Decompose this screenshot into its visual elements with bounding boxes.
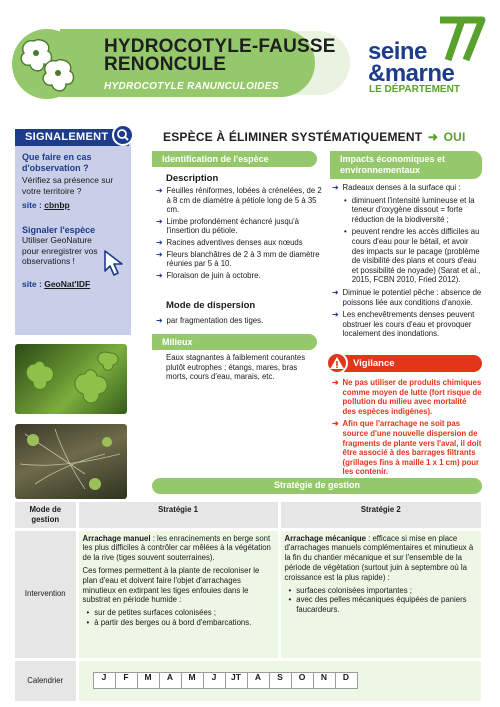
report-species-heading: Signaler l'espèce <box>22 224 96 235</box>
species-latin-name: HYDROCOTYLE RANUNCULOIDES <box>104 81 279 92</box>
photo-leaves <box>15 344 127 414</box>
dispersion-text: ➜ par fragmentation des tiges. <box>156 316 264 325</box>
list-item: • diminuent l'intensité lumineuse et la teneur d'oxygène dissout = forte réduction de la biodiversité ; <box>344 195 475 224</box>
impacts-list <box>332 183 482 339</box>
list-item: ➜ Afin que l'arrachage ne soit pas source d'une nouvelle dispersion de fragments de plante vers l'aval, il doit être associé à des barrages filtrants (grillages fins à maille 1 x 1 cm) pour les contenir. <box>332 419 482 477</box>
brand-seine: seine <box>368 38 427 65</box>
warning-icon <box>326 352 348 374</box>
calendar-cell <box>77 659 481 701</box>
month-nov: N <box>313 673 335 689</box>
description-list <box>156 186 322 280</box>
col-header-strategy1: Stratégie 1 <box>77 502 279 529</box>
calendar-months <box>93 672 358 689</box>
month-jan: J <box>93 673 115 689</box>
search-icon <box>112 124 134 146</box>
question-observation: Que faire en cas d'observation ? <box>22 152 92 173</box>
month-aug: A <box>247 673 269 689</box>
strategy1-para1: Arrachage manuel : les enracinements en berge sont les plus difficiles à contrôler car mêlées à la végétation de la rive (tiges souvent souterraines). <box>82 533 271 563</box>
site-label: site : <box>22 200 42 210</box>
list-item: ➜ Diminue le potentiel pêche : absence de poissons liée aux conditions d'anoxie. <box>332 287 482 307</box>
site-label: site : <box>22 278 42 289</box>
row-label-intervention: Intervention <box>15 529 77 659</box>
check-presence-text: Vérifiez sa présence sur votre territoire ? <box>22 175 114 196</box>
month-feb: F <box>115 673 137 689</box>
month-jun: J <box>203 673 225 689</box>
cursor-icon <box>102 249 128 277</box>
list-item: ➜ Fleurs blanchâtres de 2 à 3 mm de diamètre réunies par 5 à 10. <box>156 249 320 269</box>
plant-logo-icon <box>12 29 82 99</box>
list-item: • sur de petites surfaces colonisées ; <box>86 608 217 618</box>
strategy-heading: Stratégie de gestion <box>152 478 482 494</box>
month-oct: O <box>291 673 313 689</box>
list-item: • peuvent rendre les accès difficiles au cours d'eau pour le bétail, et avoir des impacts sur le pacage (problème de visibilité des plans et cours d'eau et possibilité de noyade) (Sarat et al., 2015, FCBN 2010, Fried 2012). <box>344 227 481 285</box>
list-item: • à partir des berges ou à bord d'embarcations. <box>86 617 252 627</box>
strategy-table <box>15 502 481 701</box>
list-item: ➜ Floraison de juin à octobre. <box>156 270 261 280</box>
cbnbp-link[interactable]: cbnbp <box>44 200 70 210</box>
brand-marne: &marne <box>368 60 455 87</box>
list-item: ➜ Racines adventives denses aux nœuds <box>156 237 303 247</box>
month-dec: D <box>335 673 357 689</box>
page-title: HYDROCOTYLE-FAUSSE RENONCULE <box>104 36 336 75</box>
brand-departement: LE DÉPARTEMENT <box>369 84 460 95</box>
month-mar: M <box>137 673 159 689</box>
geonature-link[interactable]: GeoNat'IDF <box>44 278 91 289</box>
list-item: ➜ Ne pas utiliser de produits chimiques comme moyen de lutte (fort risque de pollution du milieu avec mortalité des espèces indigènes). <box>332 378 482 416</box>
month-apr: A <box>159 673 181 689</box>
identification-heading: Identification de l'espèce <box>152 151 317 167</box>
list-item: • surfaces colonisées importantes ; <box>288 585 412 595</box>
list-item: ➜ Les enchevêtrements denses peuvent obstruer les cours d'eau et provoquer localement des inondations. <box>332 310 475 339</box>
dispersion-title: Mode de dispersion <box>166 300 256 311</box>
milieux-heading: Milieux <box>152 334 317 350</box>
vigilance-heading: Vigilance <box>353 358 395 369</box>
vigilance-list <box>332 378 482 477</box>
row-label-calendar: Calendrier <box>15 659 77 701</box>
elimination-heading: ESPÈCE À ÉLIMINER SYSTÉMATIQUEMENT ➜ OUI <box>163 130 466 144</box>
milieux-text: Eaux stagnantes à faiblement courantes plutôt eutrophes : étangs, mares, bras morts, cours d'eau, marais, etc. <box>166 353 306 382</box>
impacts-heading: Impacts économiques et environnementaux <box>330 151 482 179</box>
description-title: Description <box>166 173 219 184</box>
strategy2-cell <box>279 529 481 659</box>
list-item: ➜ Limbe profondément échancré jusqu'à l'insertion du pétiole. <box>156 216 299 236</box>
strategy2-para1: Arrachage mécanique : efficace si mise en place d'arrachages manuels complémentaires et minutieux à la fin du chantier mécanique et sur l'ensemble de la période de végétation (surtout juin à septembre où la croissance est la plus rapide) : <box>284 533 474 582</box>
col-header-strategy2: Stratégie 2 <box>279 502 481 529</box>
list-item: • avec des pelles mécaniques équipées de paniers faucardeurs. <box>288 595 467 615</box>
month-jul: JT <box>225 673 247 689</box>
signalement-heading: SIGNALEMENT <box>15 129 129 146</box>
col-header-mode: Mode de gestion <box>15 502 77 529</box>
list-item: ➜ Feuilles réniformes, lobées à crénelées, de 2 à 8 cm de diamètre à pétiole long de 5 à 35 cm. <box>156 186 322 215</box>
month-may: M <box>181 673 203 689</box>
geonature-text: Utiliser GeoNature pour enregistrer vos observations ! <box>22 235 98 266</box>
elimination-answer: OUI <box>443 130 466 144</box>
list-item: ➜ Radeaux denses à la surface qui : <box>332 183 461 192</box>
strategy1-para2: Ces formes permettent à la plante de recoloniser le plan d'eau et doivent faire l'objet d'arrachages minutieux en extirpant les tiges enfouies dans le substrat en période humide : <box>82 565 260 605</box>
strategy1-cell <box>77 529 279 659</box>
month-sep: S <box>269 673 291 689</box>
photo-roots <box>15 424 127 499</box>
